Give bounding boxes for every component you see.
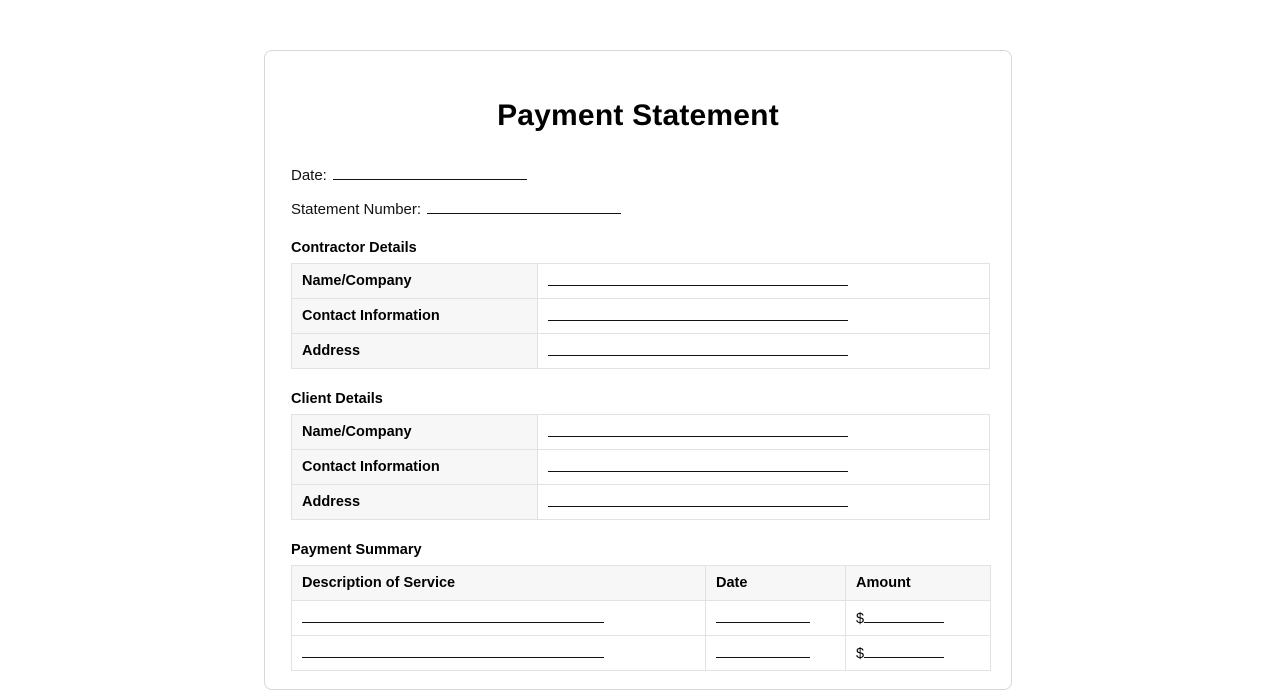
contractor-name-label: Name/Company (292, 264, 538, 299)
table-row (292, 334, 990, 369)
summary-amount-cell[interactable] (846, 636, 991, 671)
payment-summary-table (291, 565, 991, 671)
date-input-line[interactable] (333, 167, 527, 180)
contractor-name-input-line[interactable] (548, 272, 848, 286)
summary-description-cell[interactable] (292, 601, 706, 636)
table-row (292, 299, 990, 334)
summary-amount-cell[interactable] (846, 601, 991, 636)
contractor-address-value[interactable] (538, 334, 990, 369)
table-row (292, 601, 991, 636)
client-details-heading: Client Details (291, 391, 383, 407)
client-name-input-line[interactable] (548, 423, 848, 437)
statement-number-field-row (291, 201, 985, 218)
summary-date-cell[interactable] (706, 636, 846, 671)
contractor-address-label: Address (292, 334, 538, 369)
column-header-description: Description of Service (292, 566, 706, 601)
table-row (292, 415, 990, 450)
client-name-value[interactable] (538, 415, 990, 450)
date-label: Date: (291, 167, 327, 184)
summary-description-input-line[interactable] (302, 644, 604, 658)
client-address-input-line[interactable] (548, 493, 848, 507)
client-contact-label: Contact Information (292, 450, 538, 485)
contractor-contact-input-line[interactable] (548, 307, 848, 321)
summary-date-input-line[interactable] (716, 609, 810, 623)
summary-description-cell[interactable] (292, 636, 706, 671)
contractor-contact-label: Contact Information (292, 299, 538, 334)
column-header-date: Date (706, 566, 846, 601)
table-row (292, 450, 990, 485)
client-contact-input-line[interactable] (548, 458, 848, 472)
document-body (265, 51, 1011, 671)
summary-amount-input-line[interactable] (864, 609, 944, 623)
statement-number-label: Statement Number: (291, 201, 422, 218)
contractor-details-heading: Contractor Details (291, 240, 417, 256)
client-details-table (291, 414, 990, 520)
page-title: Payment Statement (497, 99, 779, 132)
contractor-address-input-line[interactable] (548, 342, 848, 356)
summary-amount-input-line[interactable] (864, 644, 944, 658)
table-row (292, 264, 990, 299)
table-header-row (292, 566, 991, 601)
client-name-label: Name/Company (292, 415, 538, 450)
summary-description-input-line[interactable] (302, 609, 604, 623)
table-row (292, 485, 990, 520)
amount-currency-symbol: $ (856, 646, 865, 662)
contractor-name-value[interactable] (538, 264, 990, 299)
payment-summary-heading: Payment Summary (291, 542, 422, 558)
contractor-details-table (291, 263, 990, 369)
client-address-label: Address (292, 485, 538, 520)
table-row (292, 636, 991, 671)
summary-date-input-line[interactable] (716, 644, 810, 658)
date-field-row (291, 167, 985, 184)
statement-number-input-line[interactable] (427, 201, 621, 214)
summary-date-cell[interactable] (706, 601, 846, 636)
client-contact-value[interactable] (538, 450, 990, 485)
column-header-amount: Amount (846, 566, 991, 601)
document-page (264, 50, 1012, 690)
client-address-value[interactable] (538, 485, 990, 520)
amount-currency-symbol: $ (856, 611, 865, 627)
contractor-contact-value[interactable] (538, 299, 990, 334)
